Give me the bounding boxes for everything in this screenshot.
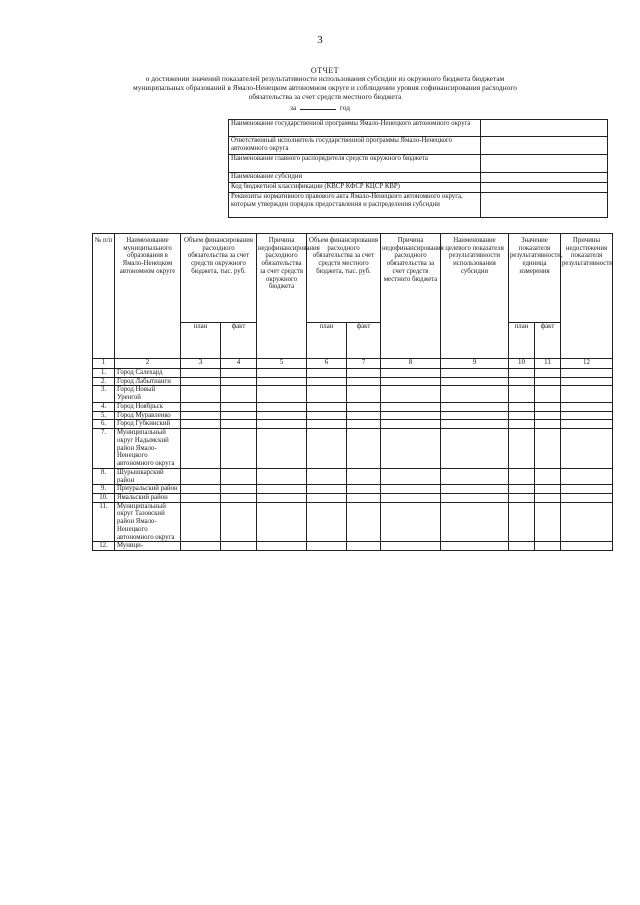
data-cell[interactable]	[535, 468, 561, 484]
column-number: 4	[221, 359, 257, 369]
data-cell[interactable]	[181, 386, 221, 402]
data-cell[interactable]	[257, 386, 307, 402]
data-cell[interactable]	[257, 542, 307, 551]
municipality-name: Ямальский район	[115, 494, 181, 503]
data-cell[interactable]	[441, 420, 509, 429]
data-cell[interactable]	[509, 411, 535, 420]
header-plan: план	[181, 323, 221, 359]
data-cell[interactable]	[441, 369, 509, 378]
data-cell[interactable]	[307, 502, 347, 542]
report-subtitle-line-1: о достижении значений показателей результативности использования субсидии из окружного бюджета бюджетам	[145, 74, 505, 84]
data-cell[interactable]	[221, 402, 257, 411]
row-number: 9.	[93, 485, 115, 494]
column-number: 5	[257, 359, 307, 369]
column-number: 2	[115, 359, 181, 369]
data-cell[interactable]	[307, 411, 347, 420]
table-row	[93, 494, 613, 503]
header-volume-okrug: Объем финансирования расходного обязательства за счет средств окружного бюджета, тыс. руб.	[181, 234, 257, 323]
table-row	[93, 402, 613, 411]
data-cell[interactable]	[347, 386, 381, 402]
data-cell[interactable]	[381, 369, 441, 378]
header-volume-local: Объем финансирования расходного обязательства за счет средств местного бюджета, тыс. руб.	[307, 234, 381, 323]
report-heading	[95, 66, 555, 102]
data-cell[interactable]	[181, 420, 221, 429]
data-cell[interactable]	[561, 420, 613, 429]
header-plan: план	[509, 323, 535, 359]
data-cell[interactable]	[307, 386, 347, 402]
row-number: 1.	[93, 369, 115, 378]
data-cell[interactable]	[509, 542, 535, 551]
data-cell[interactable]	[257, 468, 307, 484]
row-number: 11.	[93, 502, 115, 542]
column-number: 1	[93, 359, 115, 369]
data-cell[interactable]	[561, 468, 613, 484]
data-cell[interactable]	[307, 402, 347, 411]
header-indicator-value: Значение показателя результативности, единица измерения	[509, 234, 561, 323]
data-cell[interactable]	[257, 494, 307, 503]
data-cell[interactable]	[347, 468, 381, 484]
municipality-name: Муниципальный округ Тазовский район Ямало-Ненецкого автономного округа	[115, 502, 181, 542]
data-cell[interactable]	[307, 429, 347, 469]
data-cell[interactable]	[221, 386, 257, 402]
info-label: Ответственный исполнитель государственной программы Ямало-Ненецкого автономного округа	[229, 137, 481, 155]
header-municipality: Наименование муниципального образования в Ямало-Ненецком автономном округе	[115, 234, 181, 359]
table-row	[93, 485, 613, 494]
data-cell[interactable]	[221, 377, 257, 386]
data-cell[interactable]	[441, 377, 509, 386]
info-row	[229, 155, 608, 173]
row-number: 2.	[93, 377, 115, 386]
data-cell[interactable]	[347, 494, 381, 503]
data-cell[interactable]	[441, 494, 509, 503]
data-cell[interactable]	[381, 420, 441, 429]
data-cell[interactable]	[181, 494, 221, 503]
data-cell[interactable]	[257, 420, 307, 429]
table-body	[93, 369, 613, 551]
data-cell[interactable]	[381, 485, 441, 494]
data-cell[interactable]	[561, 494, 613, 503]
data-cell[interactable]	[561, 429, 613, 469]
row-number: 8.	[93, 468, 115, 484]
data-cell[interactable]	[307, 420, 347, 429]
data-cell[interactable]	[509, 502, 535, 542]
page-number: 3	[317, 34, 323, 46]
data-cell[interactable]	[257, 429, 307, 469]
report-subtitle-line-3: обязательства за счет средств местного бюджета	[248, 91, 402, 101]
table-row	[93, 502, 613, 542]
header-plan: план	[307, 323, 347, 359]
table-row	[93, 420, 613, 429]
info-value-cell[interactable]	[481, 173, 608, 183]
column-number-row	[93, 359, 613, 369]
data-cell[interactable]	[347, 485, 381, 494]
column-number: 10	[509, 359, 535, 369]
data-cell[interactable]	[509, 494, 535, 503]
data-cell[interactable]	[307, 542, 347, 551]
header-failure-reasons: Причины недостижения показателя результативности	[561, 234, 613, 359]
info-value-cell[interactable]	[481, 193, 608, 218]
header-indicator-name: Наименование целевого показателя результативности использования субсидии	[441, 234, 509, 359]
data-cell[interactable]	[535, 502, 561, 542]
data-cell[interactable]	[347, 369, 381, 378]
municipality-name: Город Новый Уренгой	[115, 386, 181, 402]
municipality-name: Город Лабытнанги	[115, 377, 181, 386]
header-fact: факт	[221, 323, 257, 359]
data-cell[interactable]	[441, 429, 509, 469]
period-prefix: за	[289, 103, 297, 112]
column-number: 6	[307, 359, 347, 369]
municipality-name: Шурышкарский район	[115, 468, 181, 484]
header-fact: факт	[535, 323, 561, 359]
column-number: 8	[381, 359, 441, 369]
row-number: 3.	[93, 386, 115, 402]
column-number: 9	[441, 359, 509, 369]
info-label: Наименование государственной программы Ямало-Ненецкого автономного округа	[229, 120, 481, 137]
data-cell[interactable]	[381, 402, 441, 411]
data-cell[interactable]	[535, 386, 561, 402]
row-number: 10.	[93, 494, 115, 503]
data-cell[interactable]	[181, 468, 221, 484]
indicators-table	[92, 233, 613, 551]
info-label: Наименование главного распорядителя средств окружного бюджета	[229, 155, 481, 173]
data-cell[interactable]	[381, 411, 441, 420]
column-number: 3	[181, 359, 221, 369]
data-cell[interactable]	[347, 377, 381, 386]
data-cell[interactable]	[181, 369, 221, 378]
data-cell[interactable]	[221, 369, 257, 378]
data-cell[interactable]	[257, 502, 307, 542]
data-cell[interactable]	[181, 402, 221, 411]
municipality-name: Город Ноябрьск	[115, 402, 181, 411]
data-cell[interactable]	[381, 429, 441, 469]
data-cell[interactable]	[535, 420, 561, 429]
info-value-cell[interactable]	[481, 183, 608, 193]
municipality-name: Приуральский район	[115, 485, 181, 494]
municipality-name: Город Муравленко	[115, 411, 181, 420]
program-info-table	[228, 119, 608, 218]
period-year-blank[interactable]	[300, 101, 336, 110]
info-label: Реквизиты нормативного правового акта Ямало-Ненецкого автономного округа, которым утвержден порядок предоставления и распределения субсидии	[229, 193, 481, 218]
municipality-name: Город Салехард	[115, 369, 181, 378]
data-cell[interactable]	[381, 377, 441, 386]
report-period	[0, 101, 640, 112]
data-cell[interactable]	[561, 369, 613, 378]
column-number: 7	[347, 359, 381, 369]
data-cell[interactable]	[561, 377, 613, 386]
header-reason-okrug: Причина недофинансирования расходного обязательства за счет средств окружного бюджета	[257, 234, 307, 359]
data-cell[interactable]	[561, 502, 613, 542]
table-row	[93, 369, 613, 378]
data-cell[interactable]	[307, 369, 347, 378]
data-cell[interactable]	[441, 402, 509, 411]
info-row	[229, 120, 608, 137]
info-value-cell[interactable]	[481, 137, 608, 155]
header-reason-local: Причина недофинансирования расходного обязательства за счет средств местного бюджета	[381, 234, 441, 359]
data-cell[interactable]	[307, 494, 347, 503]
table-row	[93, 429, 613, 469]
municipality-name: Муниципальный округ Надымский район Ямало-Ненецкого автономного округа	[115, 429, 181, 469]
data-cell[interactable]	[381, 386, 441, 402]
data-cell[interactable]	[535, 411, 561, 420]
data-cell[interactable]	[181, 502, 221, 542]
info-value-cell[interactable]	[481, 120, 608, 137]
info-row	[229, 137, 608, 155]
data-cell[interactable]	[181, 542, 221, 551]
data-cell[interactable]	[381, 494, 441, 503]
data-cell[interactable]	[509, 386, 535, 402]
data-cell[interactable]	[535, 542, 561, 551]
data-cell[interactable]	[441, 386, 509, 402]
header-fact: факт	[347, 323, 381, 359]
table-row	[93, 468, 613, 484]
data-cell[interactable]	[509, 485, 535, 494]
data-cell[interactable]	[257, 377, 307, 386]
data-cell[interactable]	[221, 468, 257, 484]
data-cell[interactable]	[535, 369, 561, 378]
row-number: 6.	[93, 420, 115, 429]
period-suffix: год	[339, 103, 350, 112]
data-cell[interactable]	[561, 485, 613, 494]
data-cell[interactable]	[257, 411, 307, 420]
data-cell[interactable]	[181, 485, 221, 494]
data-cell[interactable]	[347, 420, 381, 429]
data-cell[interactable]	[509, 468, 535, 484]
data-cell[interactable]	[181, 377, 221, 386]
data-cell[interactable]	[347, 429, 381, 469]
data-cell[interactable]	[441, 485, 509, 494]
data-cell[interactable]	[535, 429, 561, 469]
data-cell[interactable]	[535, 402, 561, 411]
report-subtitle-line-2: муниципальных образований в Ямало-Ненецком автономном округе и соблюдении уровня софинансирования расходного	[133, 83, 517, 93]
row-number: 5.	[93, 411, 115, 420]
data-cell[interactable]	[307, 485, 347, 494]
data-cell[interactable]	[441, 468, 509, 484]
row-number: 7.	[93, 429, 115, 469]
data-cell[interactable]	[221, 502, 257, 542]
data-cell[interactable]	[221, 485, 257, 494]
data-cell[interactable]	[257, 369, 307, 378]
table-row	[93, 377, 613, 386]
data-cell[interactable]	[509, 429, 535, 469]
data-cell[interactable]	[381, 542, 441, 551]
data-cell[interactable]	[441, 542, 509, 551]
data-cell[interactable]	[181, 429, 221, 469]
data-cell[interactable]	[509, 420, 535, 429]
info-label: Код бюджетной классификации (КВСР КФСР КЦСР КВР)	[229, 183, 481, 193]
header-num: № п/п	[93, 234, 115, 359]
column-number: 12	[561, 359, 613, 369]
data-cell[interactable]	[347, 402, 381, 411]
data-cell[interactable]	[221, 494, 257, 503]
data-cell[interactable]	[307, 468, 347, 484]
data-cell[interactable]	[307, 377, 347, 386]
data-cell[interactable]	[535, 377, 561, 386]
info-label: Наименование субсидии	[229, 173, 481, 183]
data-cell[interactable]	[561, 402, 613, 411]
municipality-name: Муници-	[115, 542, 181, 551]
data-cell[interactable]	[509, 369, 535, 378]
data-cell[interactable]	[535, 485, 561, 494]
row-number: 4.	[93, 402, 115, 411]
row-number: 12.	[93, 542, 115, 551]
data-cell[interactable]	[257, 485, 307, 494]
report-title: ОТЧЕТ	[310, 66, 340, 75]
data-cell[interactable]	[535, 494, 561, 503]
data-cell[interactable]	[221, 420, 257, 429]
data-cell[interactable]	[221, 429, 257, 469]
data-cell[interactable]	[509, 402, 535, 411]
data-cell[interactable]	[181, 411, 221, 420]
table-row	[93, 542, 613, 551]
column-number: 11	[535, 359, 561, 369]
data-cell[interactable]	[221, 411, 257, 420]
data-cell[interactable]	[561, 542, 613, 551]
data-cell[interactable]	[381, 468, 441, 484]
table-row	[93, 411, 613, 420]
data-cell[interactable]	[257, 402, 307, 411]
data-cell[interactable]	[221, 542, 257, 551]
data-cell[interactable]	[561, 386, 613, 402]
municipality-name: Город Губкинский	[115, 420, 181, 429]
data-cell[interactable]	[347, 411, 381, 420]
info-row	[229, 173, 608, 183]
table-row	[93, 386, 613, 402]
data-cell[interactable]	[347, 542, 381, 551]
info-row	[229, 183, 608, 193]
data-cell[interactable]	[509, 377, 535, 386]
info-value-cell[interactable]	[481, 155, 608, 173]
header-row	[93, 234, 613, 323]
info-row	[229, 193, 608, 218]
data-cell[interactable]	[441, 502, 509, 542]
data-cell[interactable]	[381, 502, 441, 542]
data-cell[interactable]	[347, 502, 381, 542]
data-cell[interactable]	[561, 411, 613, 420]
data-cell[interactable]	[441, 411, 509, 420]
